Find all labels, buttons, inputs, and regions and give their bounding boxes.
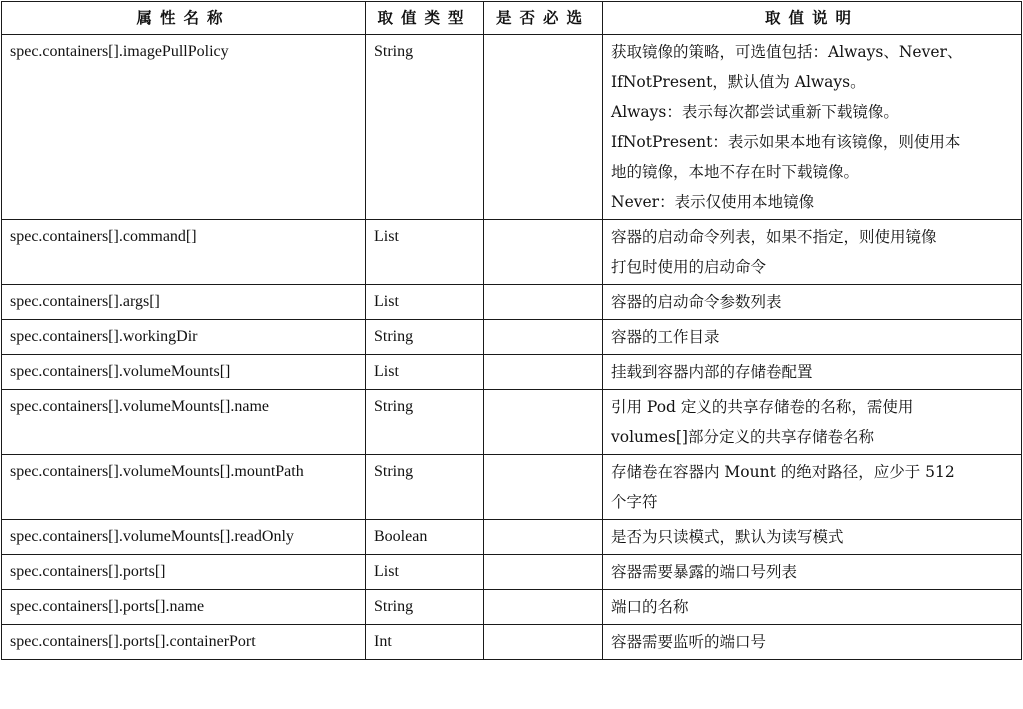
description-cell xyxy=(603,590,1022,625)
attribute-name-cell: spec.containers[].volumeMounts[].name xyxy=(2,390,366,455)
header-description: 取值说明 xyxy=(603,2,1022,35)
table-row xyxy=(2,355,1022,390)
description-cell xyxy=(603,520,1022,555)
value-type-cell: List xyxy=(366,285,484,320)
description-line: 容器的工作目录 xyxy=(611,328,720,346)
description-cell xyxy=(603,285,1022,320)
description-line: Never：表示仅使用本地镜像 xyxy=(611,193,815,211)
table-row xyxy=(2,35,1022,220)
value-type-cell: String xyxy=(366,35,484,220)
description-line: 个字符 xyxy=(611,493,658,511)
description-cell xyxy=(603,320,1022,355)
value-type-cell: List xyxy=(366,355,484,390)
attribute-name-cell: spec.containers[].volumeMounts[].readOnly xyxy=(2,520,366,555)
table-body xyxy=(2,35,1022,660)
attribute-name-cell: spec.containers[].ports[] xyxy=(2,555,366,590)
attribute-name-cell: spec.containers[].workingDir xyxy=(2,320,366,355)
attribute-name-cell: spec.containers[].volumeMounts[].mountPath xyxy=(2,455,366,520)
description-cell xyxy=(603,220,1022,285)
required-cell xyxy=(484,35,603,220)
required-cell xyxy=(484,625,603,660)
description-line: 容器需要暴露的端口号列表 xyxy=(611,563,798,581)
description-cell xyxy=(603,390,1022,455)
required-cell xyxy=(484,285,603,320)
description-line: IfNotPresent：表示如果本地有该镜像，则使用本 xyxy=(611,133,961,151)
description-cell xyxy=(603,35,1022,220)
table-row xyxy=(2,520,1022,555)
table-row xyxy=(2,220,1022,285)
description-cell xyxy=(603,355,1022,390)
value-type-cell: String xyxy=(366,455,484,520)
description-cell xyxy=(603,555,1022,590)
attribute-name-cell: spec.containers[].imagePullPolicy xyxy=(2,35,366,220)
value-type-cell: Boolean xyxy=(366,520,484,555)
value-type-cell: List xyxy=(366,555,484,590)
description-line: Always：表示每次都尝试重新下载镜像。 xyxy=(611,103,899,121)
table-header-row xyxy=(2,2,1022,35)
description-line: volumes[]部分定义的共享存储卷名称 xyxy=(611,428,874,446)
header-required: 是否必选 xyxy=(484,2,603,35)
spec-table-container xyxy=(1,1,1022,660)
table-row xyxy=(2,455,1022,520)
attribute-name-cell: spec.containers[].command[] xyxy=(2,220,366,285)
description-line: 打包时使用的启动命令 xyxy=(611,258,767,276)
required-cell xyxy=(484,590,603,625)
attribute-name-cell: spec.containers[].args[] xyxy=(2,285,366,320)
attribute-name-cell: spec.containers[].ports[].containerPort xyxy=(2,625,366,660)
spec-fields-table xyxy=(1,1,1022,660)
value-type-cell: List xyxy=(366,220,484,285)
attribute-name-cell: spec.containers[].volumeMounts[] xyxy=(2,355,366,390)
value-type-cell: Int xyxy=(366,625,484,660)
description-line: 引用 Pod 定义的共享存储卷的名称，需使用 xyxy=(611,398,914,416)
table-row xyxy=(2,390,1022,455)
description-line: 容器的启动命令参数列表 xyxy=(611,293,782,311)
table-row xyxy=(2,285,1022,320)
description-line: IfNotPresent，默认值为 Always。 xyxy=(611,73,866,91)
description-line: 地的镜像，本地不存在时下载镜像。 xyxy=(611,163,860,181)
description-line: 存储卷在容器内 Mount 的绝对路径，应少于 512 xyxy=(611,463,955,481)
table-row xyxy=(2,590,1022,625)
table-row xyxy=(2,555,1022,590)
required-cell xyxy=(484,390,603,455)
description-cell xyxy=(603,455,1022,520)
value-type-cell: String xyxy=(366,390,484,455)
description-line: 获取镜像的策略，可选值包括：Always、Never、 xyxy=(611,43,963,61)
header-value-type: 取值类型 xyxy=(366,2,484,35)
description-line: 挂载到容器内部的存储卷配置 xyxy=(611,363,813,381)
required-cell xyxy=(484,520,603,555)
description-line: 容器的启动命令列表，如果不指定，则使用镜像 xyxy=(611,228,937,246)
table-row xyxy=(2,625,1022,660)
description-line: 端口的名称 xyxy=(611,598,689,616)
required-cell xyxy=(484,355,603,390)
value-type-cell: String xyxy=(366,590,484,625)
required-cell xyxy=(484,320,603,355)
header-attribute-name: 属性名称 xyxy=(2,2,366,35)
description-line: 是否为只读模式，默认为读写模式 xyxy=(611,528,844,546)
required-cell xyxy=(484,220,603,285)
attribute-name-cell: spec.containers[].ports[].name xyxy=(2,590,366,625)
description-line: 容器需要监听的端口号 xyxy=(611,633,767,651)
required-cell xyxy=(484,455,603,520)
required-cell xyxy=(484,555,603,590)
description-cell xyxy=(603,625,1022,660)
value-type-cell: String xyxy=(366,320,484,355)
table-row xyxy=(2,320,1022,355)
